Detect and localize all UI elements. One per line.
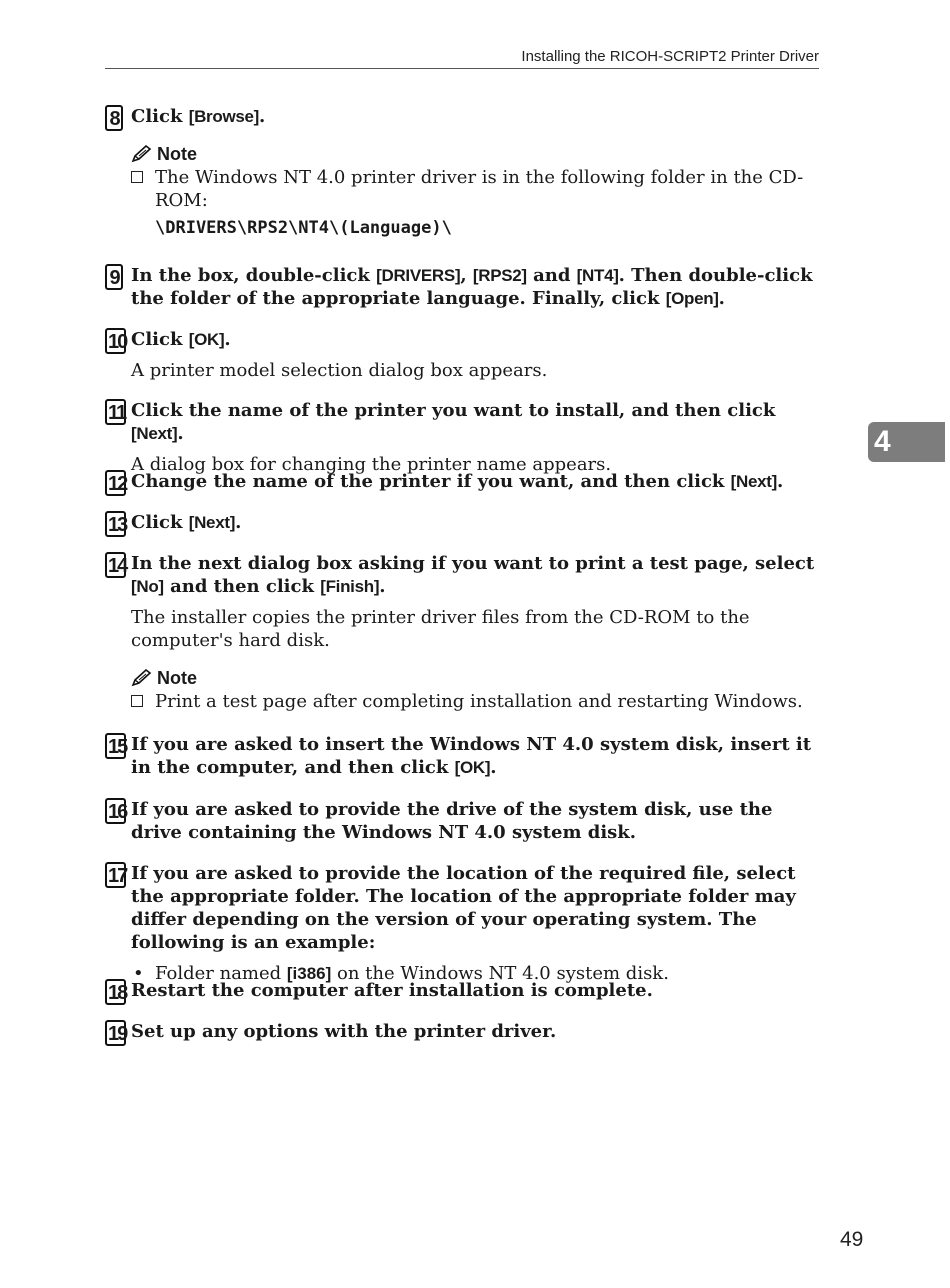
note-block [131, 142, 819, 238]
step-number: 19 [105, 1020, 126, 1046]
step-title: In the box, double-click [DRIVERS], [RPS2] and [NT4]. Then double-click the folder of the appropriate language. Finally, click [Open]. [131, 265, 813, 309]
step-body: A printer model selection dialog box appears. [131, 360, 548, 381]
step-number: 14 [105, 552, 126, 578]
step-number: 10 [105, 328, 126, 354]
step-8 [105, 105, 819, 238]
step-13 [105, 511, 819, 534]
step-number: 11 [105, 399, 126, 425]
note-block [131, 666, 819, 713]
checkbox-icon [131, 171, 143, 183]
step-body: A dialog box for changing the printer name appears. [131, 454, 612, 475]
chapter-tab: 4 [868, 422, 945, 462]
step-body: The installer copies the printer driver files from the CD-ROM to the computer's hard disk. [131, 607, 750, 651]
step-title: Click [Next]. [131, 512, 242, 533]
step-title: If you are asked to provide the location of the required file, select the appropriate folder. The location of the appropriate folder may differ depending on the version of your operating system. The following is an example: [131, 863, 796, 953]
checkbox-icon [131, 695, 143, 707]
step-title: If you are asked to provide the drive of the system disk, use the drive containing the Windows NT 4.0 system disk. [131, 799, 773, 843]
step-number: 17 [105, 862, 126, 888]
note-item: Print a test page after completing installation and restarting Windows. [131, 690, 819, 713]
folder-path: \DRIVERS\RPS2\NT4\(Language)\ [155, 218, 452, 238]
note-item: The Windows NT 4.0 printer driver is in the following folder in the CD-ROM: [131, 166, 819, 212]
step-number: 15 [105, 733, 126, 759]
bullet-icon: • [133, 963, 144, 984]
note-heading: Note [131, 142, 819, 166]
step-title: In the next dialog box asking if you want to print a test page, select [No] and then click [Finish]. [131, 553, 815, 597]
note-heading: Note [131, 666, 819, 690]
step-number: 8 [105, 105, 123, 131]
pencil-icon [131, 145, 153, 163]
step-15 [105, 733, 819, 779]
running-header: Installing the RICOH-SCRIPT2 Printer Driver [105, 48, 819, 69]
step-19 [105, 1020, 819, 1043]
step-number: 9 [105, 264, 123, 290]
step-number: 18 [105, 979, 126, 1005]
step-18 [105, 979, 819, 1002]
step-17 [105, 862, 819, 985]
pencil-icon [131, 669, 153, 687]
browse-button-ref: [Browse] [188, 107, 260, 126]
step-14 [105, 552, 819, 713]
step-number: 16 [105, 798, 126, 824]
step-title: If you are asked to insert the Windows NT 4.0 system disk, insert it in the computer, and then click [OK]. [131, 734, 812, 778]
step-title: Restart the computer after installation is complete. [131, 980, 653, 1001]
page-number: 49 [840, 1228, 864, 1251]
step-number: 12 [105, 470, 126, 496]
step-11 [105, 399, 819, 476]
step-title: Click [OK]. [131, 329, 231, 350]
step-12 [105, 470, 819, 493]
step-title: Click the name of the printer you want to install, and then click [Next]. [131, 400, 776, 444]
step-10 [105, 328, 819, 382]
list-item: • Folder named [i386] on the Windows NT 4.0 system disk. [133, 963, 669, 984]
step-16 [105, 798, 819, 844]
step-title: Change the name of the printer if you want, and then click [Next]. [131, 471, 784, 492]
step-title: Set up any options with the printer driver. [131, 1021, 557, 1042]
step-9 [105, 264, 819, 310]
step-number: 13 [105, 511, 126, 537]
step-title: Click [Browse]. [131, 106, 266, 127]
